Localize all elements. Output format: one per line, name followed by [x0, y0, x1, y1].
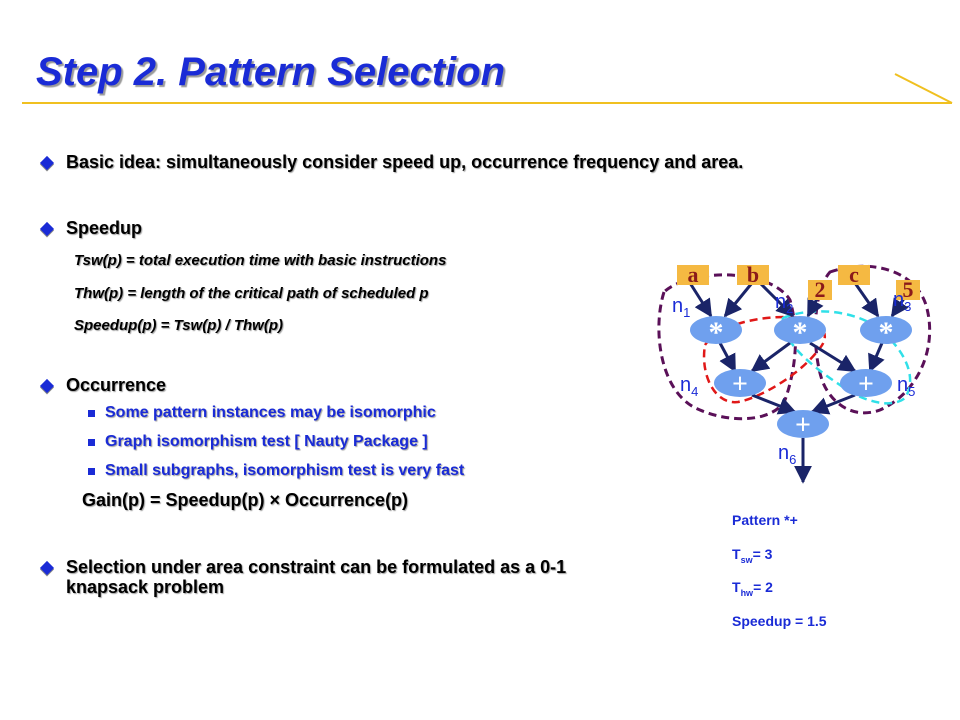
- input-label-b: b: [746, 262, 760, 287]
- node-name-n3: $n_3$: [893, 289, 912, 314]
- node-name-n2: $n_2$: [775, 291, 794, 316]
- node-name-n5: $n_5$: [897, 374, 916, 399]
- formula-thw: Thw(p) = length of the critical path of scheduled p: [74, 285, 429, 302]
- slide-title: Step 2. Pattern Selection: [36, 50, 506, 94]
- bullet-text: Selection under area constraint can be formulated as a 0-1: [66, 557, 567, 577]
- op-label-n4: +: [732, 369, 748, 400]
- sub-bullet-text: Graph isomorphism test [ Nauty Package ]: [105, 433, 428, 450]
- gain-formula: Gain(p) = Speedup(p) × Occurrence(p): [82, 490, 409, 510]
- input-label-c: c: [849, 262, 859, 287]
- sub-bullet-text: Small subgraphs, isomorphism test is very fast: [105, 462, 465, 479]
- sub-bullet-text: Some pattern instances may be isomorphic: [105, 404, 436, 421]
- constant-label-5: 5: [902, 277, 914, 302]
- pattern-label: Pattern *+: [732, 512, 798, 528]
- thw-value: $T_{hw}= 2$: [732, 579, 773, 598]
- constant-label-2: 2: [814, 277, 826, 302]
- op-label-n2: *: [792, 316, 808, 349]
- node-name-n1: $n_1$: [672, 295, 691, 320]
- op-label-n5: +: [858, 369, 874, 400]
- bullet-text: Basic idea: simultaneously consider speed up, occurrence frequency and area.: [66, 152, 744, 172]
- edge-c-n3: [855, 283, 878, 316]
- speedup-value: Speedup = 1.5: [732, 613, 827, 629]
- bullet-text: knapsack problem: [66, 577, 225, 597]
- bullet-text: Occurrence: [66, 375, 167, 395]
- edge-n4-n6: [752, 395, 795, 412]
- formula-speedup: Speedup(p) = Tsw(p) / Thw(p): [74, 317, 284, 334]
- op-label-n1: *: [708, 316, 724, 349]
- bullet-text: Speedup: [66, 218, 143, 238]
- op-label-n6: +: [795, 410, 811, 441]
- op-label-n3: *: [878, 316, 894, 349]
- edge-n2-n4: [752, 343, 790, 371]
- edge-b-n1: [725, 283, 752, 316]
- node-name-n6: $n_6$: [778, 442, 797, 467]
- edge-a-n1: [690, 283, 711, 316]
- input-label-a: a: [687, 262, 699, 287]
- tsw-value: $T_{sw}= 3$: [732, 546, 773, 565]
- formula-tsw: Tsw(p) = total execution time with basic instructions: [74, 252, 447, 269]
- node-name-n4: $n_4$: [680, 374, 699, 399]
